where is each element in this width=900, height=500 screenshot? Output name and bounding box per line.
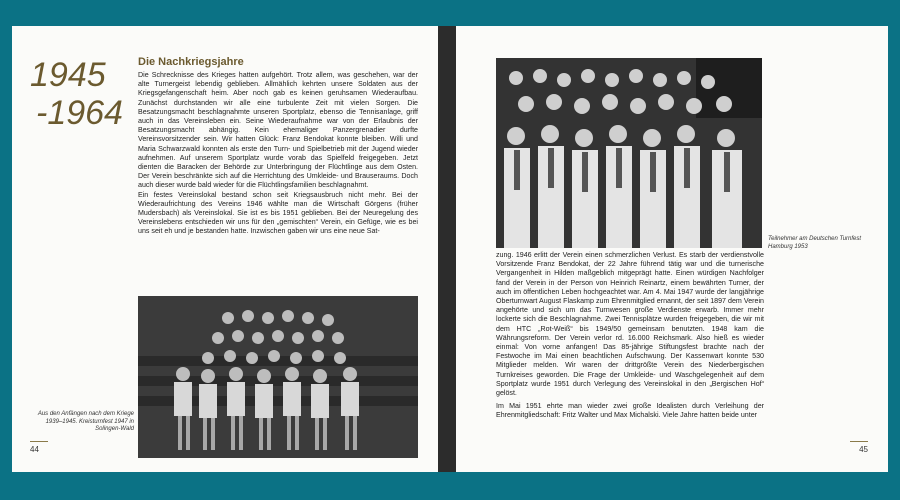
left-body-text — [138, 71, 418, 293]
group-photo-1953 — [496, 58, 762, 248]
photo-caption-left: Aus den Anfängen nach dem Kriege 1939–1945. Kreisturnfest 1947 in Solingen-Wald — [37, 411, 134, 432]
page-number-left: 44 — [30, 445, 39, 454]
section-heading: Die Nachkriegsjahre — [138, 56, 244, 68]
left-paragraph-2: Ein festes Vereinslokal bestand schon seit Kriegsausbruch nicht mehr. Bei der Wiederaufrichtung des Vereins 1946 wählte man die Wirtschaft Görgens (früher Mudersbach) als Vereinslokal. Sie ist es bis 1951 geblieben. Bei der Neuregelung des Vereinslebens entschieden wir uns für den „gemischten“ Verein, ein Gefüge, wie es bei uns seit eh und je bestanden hatte. Inzwischen gaben wir uns eine neue Sat- — [138, 190, 418, 236]
photo-caption-right: Teilnehmer am Deutschen Turnfest Hamburg 1953 — [768, 236, 862, 250]
book-gutter — [438, 26, 456, 472]
right-paragraph-2: Im Mai 1951 ehrte man wieder zwei große Idealisten durch Verleihung der Ehrenmitgliedschaft: Fritz Walter und Max Michalski. Viele Jahre hatten beide unter — [496, 402, 764, 420]
year-range — [30, 56, 123, 132]
group-photo-1947 — [138, 296, 418, 458]
year-end: -1964 — [36, 94, 123, 132]
photo-figures-2 — [496, 58, 762, 248]
left-page — [12, 26, 438, 472]
right-body-text — [496, 251, 764, 461]
left-paragraph-1: Die Schrecknisse des Krieges hatten aufgehört. Trotz allem, was geschehen, war der alte Turnergeist lebendig geblieben. Allmählich kehrten unsere Soldaten aus der Kriegsgefangenschaft heim. Aber noch gab es keinen geruhsamen Wiederaufbau. Zunächst durchstanden wir alle eine turbulente Zeit mit vielen Sorgen. Die Besatzungsmacht beschlagnahmte unseren Sportplatz, ebenso die Tennisanlage, griff auch in das Vereinsleben ein. Seine Wiederaufnahme war von der Erlaubnis der Besatzungsmacht abhängig. Kein ehemaliger Panzergrenadier durfte Vereinsvorsitzender sein. Wir hatten Glück: Franz Bendokat konnte bleiben. Willi und Maria Schwarzwald konnten als erste den Turn- und Spielbetrieb mit der Jugend wieder aufnehmen. Auf unserem Sportplatz wurde vorab das Spielfeld freigegeben. Jetzt dienten die Baracken der Behörde zur Unterbringung der Flüchtlinge aus dem Osten. Der Verein beschränkte sich auf die Herrichtung des Umkleide- und Brauseraums. Doch auch dieser wurde bald wieder für die Flüchtlingsfamilien beschlagnahmt. — [138, 71, 418, 190]
page-rule-right — [850, 441, 868, 442]
right-page — [456, 26, 888, 472]
photo-figures-1 — [138, 296, 418, 458]
right-paragraph-1: zung. 1946 erlitt der Verein einen schmerzlichen Verlust. Es starb der verdienstvolle Vorsitzende Franz Bendokat, der 22 Jahre führend tätig war und die turnerische Vergangenheit in Hilden maßgeblich mitgeprägt hatte. Einen würdigen Nachfolger fand der Verein in der Person von Heinrich Reinartz, einem bewährten Turner, der auch im öffentlichen Leben hochgeachtet war. Am 4. Mai 1947 wurde der langjährige Oberturnwart August Flaskamp zum Ehrenmitglied ernannt, der seit 1897 dem Verein angehörte und sich um das Turnwesen große Verdienste erwarb. Immer mehr lockerte sich die Beschlagnahme. Zwei Tennisplätze wurden freigegeben, die wir mit dem HTC „Rot-Weiß“ bis 1949/50 gemeinsam benutzten. 1948 kam die Währungsreform. Der Verein verlor rd. 16.000 Reichsmark. Also hieß es wieder einmal: Von vorne anfangen! Das 85-jährige Stiftungsfest brachte nach der Festwoche im Mai einen beachtlichen Aufschwung. Der Kassenwart konnte 530 Mitglieder melden. Wir waren der drittgrößte Verein des Niederbergischen Turnkreises geworden. Die Frage der Umkleide- und Waschgelegenheit auf dem Sportplatz wurde 1951 durch Verlegung des Vereinslokal in den „Bergischen Hof“ gelöst. — [496, 251, 764, 398]
year-start: 1945 — [30, 56, 106, 94]
page-rule-left — [30, 441, 48, 442]
page-number-right: 45 — [859, 445, 868, 454]
